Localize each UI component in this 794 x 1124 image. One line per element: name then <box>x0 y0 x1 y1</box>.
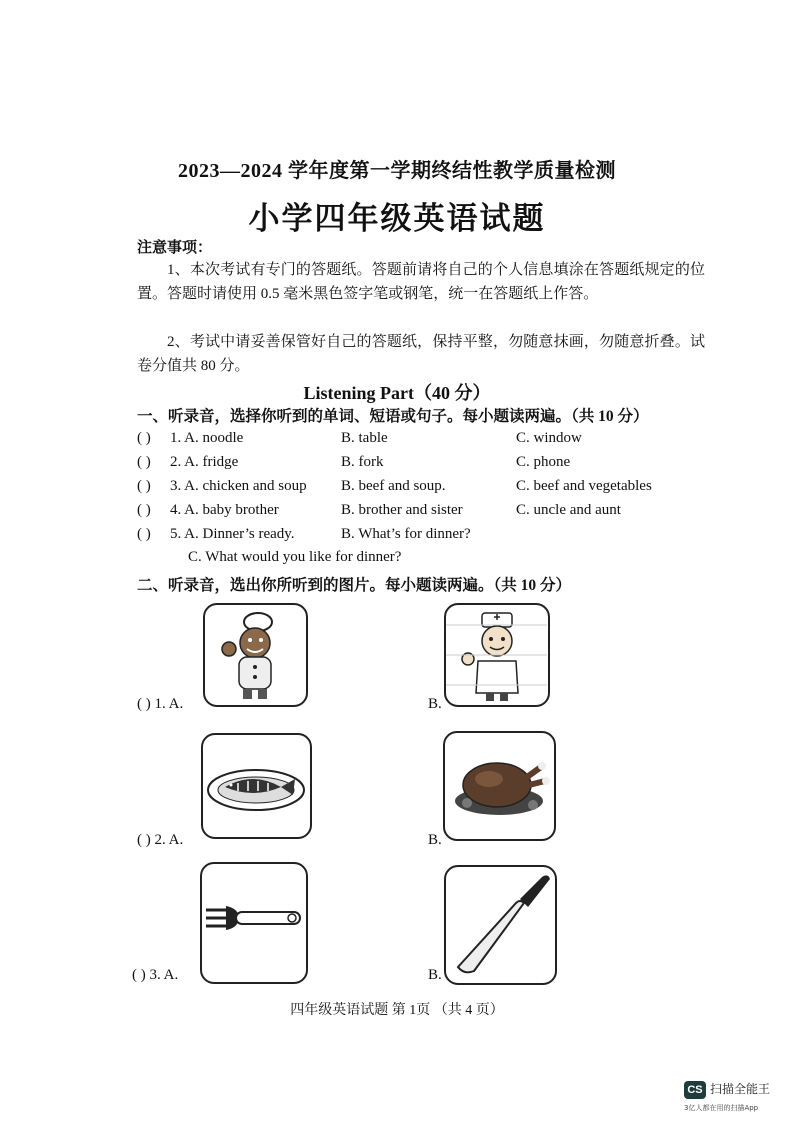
question-option-c: C. uncle and aunt <box>516 502 621 518</box>
picture-item-1-label-a: ( ) 1. A. <box>137 696 184 712</box>
question-option-b: B. beef and soup. <box>341 478 446 494</box>
question-option-b: B. fork <box>341 454 384 470</box>
fork-picture-frame <box>200 862 308 984</box>
question-option-a: 4. A. baby brother <box>170 502 279 518</box>
section2-heading: 二、听录音，选出你所听到的图片。每小题读两遍。（共 10 分） <box>137 577 572 594</box>
notes-item-1: 1、本次考试有专门的答题纸。答题前请将自己的个人信息填涂在答题纸规定的位置。答题时请使用 0.5 毫米黑色签字笔或钢笔，统一在答题纸上作答。 <box>137 262 705 302</box>
doctor-picture-frame <box>444 603 550 707</box>
fish-plate-picture-frame <box>201 733 312 839</box>
picture-item-2-label-a: ( ) 2. A. <box>137 832 184 848</box>
fish-plate-icon <box>203 735 309 836</box>
picture-item-3-label-b: B. <box>428 967 442 983</box>
question-option-a: 5. A. Dinner’s ready. <box>170 526 295 542</box>
page-footer: 四年级英语试题 第 1页 （共 4 页） <box>290 1003 504 1018</box>
section1-heading: 一、听录音，选择你听到的单词、短语或句子。每小题读两遍。（共 10 分） <box>137 408 649 425</box>
chef-icon <box>205 605 305 704</box>
answer-parens: ( ) <box>137 454 151 470</box>
chef-picture-frame <box>203 603 308 707</box>
question-option-a: 3. A. chicken and soup <box>170 478 307 494</box>
exam-title-line1: 2023—2024 学年度第一学期终结性教学质量检测 <box>178 160 616 182</box>
question-option-c: C. window <box>516 430 582 446</box>
picture-item-1-label-b: B. <box>428 696 442 712</box>
picture-item-3-label-a: ( ) 3. A. <box>132 967 179 983</box>
scanner-tagline: 3亿人都在用的扫描App <box>684 1104 759 1112</box>
answer-parens: ( ) <box>137 430 151 446</box>
roast-chicken-icon <box>445 733 553 838</box>
knife-icon <box>446 867 554 982</box>
question-option-a: 2. A. fridge <box>170 454 239 470</box>
question-option-c: C. phone <box>516 454 571 470</box>
answer-parens: ( ) <box>137 478 151 494</box>
question-option-b: B. table <box>341 430 388 446</box>
picture-item-2-label-b: B. <box>428 832 442 848</box>
question-option-c: C. What would you like for dinner? <box>188 549 402 565</box>
question-option-c: C. beef and vegetables <box>516 478 652 494</box>
notes-item-2: 2、考试中请妥善保管好自己的答题纸，保持平整，勿随意抹画，勿随意折叠。试卷分值共 80 分。 <box>137 334 705 374</box>
doctor-icon <box>446 605 547 704</box>
scanner-name: 扫描全能王 <box>710 1082 771 1096</box>
exam-title-line2: 小学四年级英语试题 <box>248 201 546 236</box>
question-option-a: 1. A. noodle <box>170 430 244 446</box>
fork-icon <box>202 864 305 981</box>
scanner-logo: CS <box>684 1081 706 1099</box>
knife-picture-frame <box>444 865 557 985</box>
roast-chicken-picture-frame <box>443 731 556 841</box>
notes-heading: 注意事项： <box>137 240 213 256</box>
question-option-b: B. What’s for dinner? <box>341 526 471 542</box>
question-option-b: B. brother and sister <box>341 502 463 518</box>
listening-part-heading: Listening Part（40 分） <box>303 383 491 403</box>
answer-parens: ( ) <box>137 526 151 542</box>
answer-parens: ( ) <box>137 502 151 518</box>
